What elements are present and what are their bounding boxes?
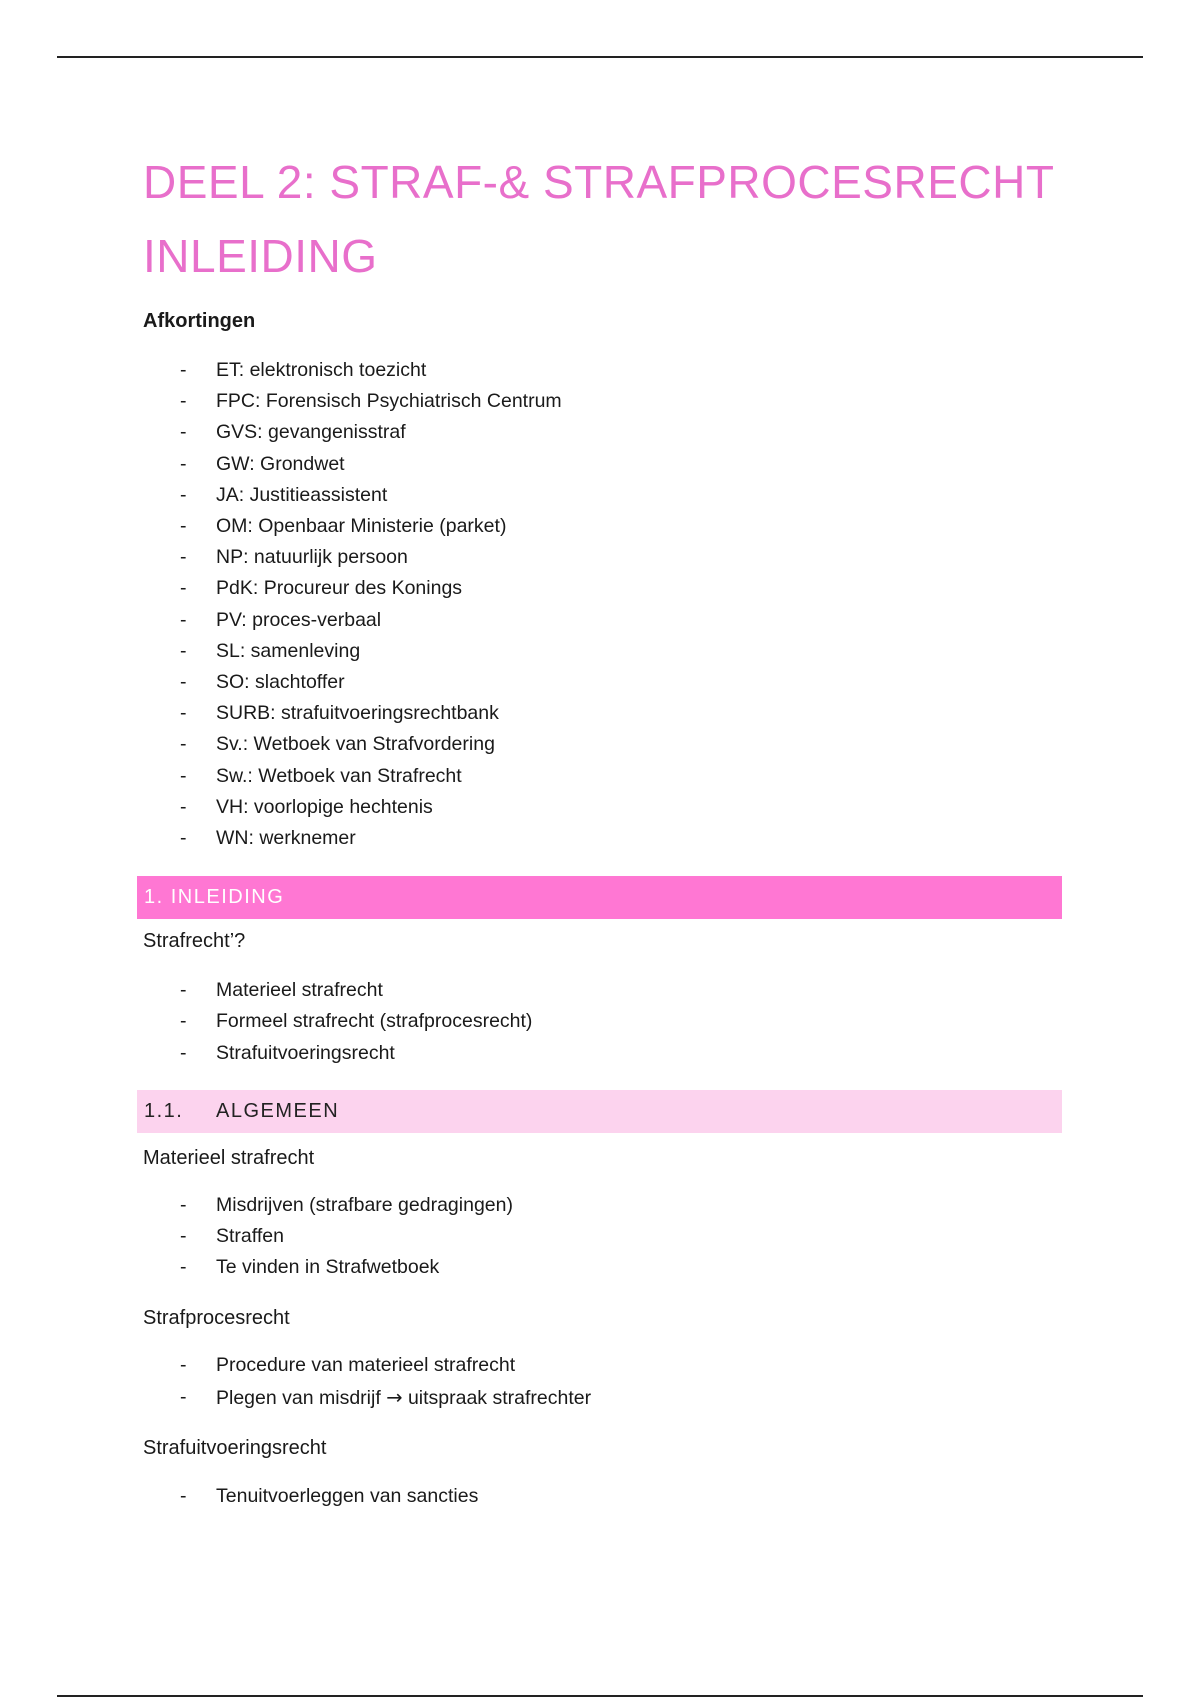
list-item: - Sv.: Wetboek van Strafvordering [180,733,495,756]
list-item: - SL: samenleving [180,639,361,662]
list-item: - SO: slachtoffer [180,671,345,694]
list-item: - Te vinden in Strafwetboek [180,1256,440,1279]
list-item: - Materieel strafrecht [180,979,383,1002]
list-item: - PV: proces-verbaal [180,608,382,631]
document-subtitle: INLEIDING [143,230,378,282]
list-item: - Procedure van materieel strafrecht [180,1354,516,1377]
list-item: - Strafuitvoeringsrecht [180,1041,395,1064]
abbreviations-heading: Afkortingen [143,310,256,332]
list-item: - Formeel strafrecht (strafprocesrecht) [180,1010,533,1033]
list-item: - GVS: gevangenisstraf [180,421,406,444]
strafprocesrecht-list [143,1350,1063,1413]
list-item: - Tenuitvoerleggen van sancties [180,1484,479,1507]
block-label-materieel: Materieel strafrecht [143,1146,315,1169]
list-item: - NP: natuurlijk persoon [180,546,408,569]
list-item: - OM: Openbaar Ministerie (parket) [180,515,507,538]
section-heading-inleiding: 1. INLEIDING [137,876,1062,919]
list-item: - ET: elektronisch toezicht [180,359,427,381]
list-item: - Straffen [180,1225,284,1248]
block-label-strafprocesrecht: Strafprocesrecht [143,1307,290,1330]
document-title: DEEL 2: STRAF-& STRAFPROCESRECHT [143,156,1055,208]
subsection-heading-algemeen [137,1090,1062,1133]
abbreviations-list [143,355,1063,854]
bottom-rule [57,1695,1143,1697]
document-body [143,145,1063,1512]
list-item: - VH: voorlopige hechtenis [180,795,433,818]
list-item: - Sw.: Wetboek van Strafrecht [180,764,462,787]
block-label-strafuitvoeringsrecht: Strafuitvoeringsrecht [143,1436,327,1459]
list-item: - GW: Grondwet [180,452,345,475]
arrow-right-icon: → [386,1385,403,1409]
strafuitvoeringsrecht-list [143,1481,1063,1512]
top-rule [57,56,1143,58]
list-item: - PdK: Procureur des Konings [180,577,463,600]
list-item: - WN: werknemer [180,827,356,850]
list-item: - JA: Justitieassistent [180,483,388,506]
list-item: - Plegen van misdrijf → uitspraak strafrechter [180,1385,592,1409]
subsection-number: 1.1. [144,1099,184,1122]
materieel-list [143,1190,1063,1284]
list-item: - FPC: Forensisch Psychiatrisch Centrum [180,390,562,413]
subsection-title: ALGEMEEN [216,1099,340,1122]
strafrecht-types-list [143,975,1063,1069]
list-item: - SURB: strafuitvoeringsrechtbank [180,702,499,725]
section-question: Strafrecht’? [143,930,246,953]
list-item: - Misdrijven (strafbare gedragingen) [180,1193,513,1216]
